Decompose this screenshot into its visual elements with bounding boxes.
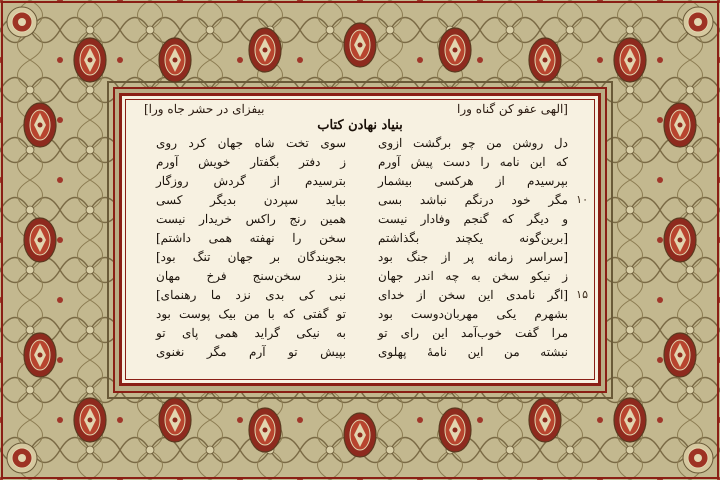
verse-line <box>122 210 598 229</box>
hemistich-left: سوی تخت شاه جهان کرد روی <box>156 136 346 150</box>
header-left-hemistich: بیفزای در حشر جاه ورا] <box>144 102 265 116</box>
hemistich-left: نبی کی بدی نزد ما رهنمای] <box>156 288 346 302</box>
hemistich-left: بباید سپردن بدیگر کسی <box>156 193 346 207</box>
hemistich-left: بترسیدم از گردش روزگار <box>156 174 346 188</box>
verse-block <box>122 134 598 383</box>
hemistich-right: [سراسر زمانه پر از جنگ بود <box>378 250 568 264</box>
hemistich-right: و دیگر که گنجم وفادار نیست <box>378 212 568 226</box>
verse-number-marker: ۱۵ <box>576 288 588 301</box>
verse-line <box>122 153 598 172</box>
hemistich-right: ز نیکو سخن به چه اندر جهان <box>378 269 568 283</box>
verse-line <box>122 267 598 286</box>
hemistich-right: نبشته من این نامهٔ پهلوی <box>378 345 568 359</box>
header-right-hemistich: [الهی عفو کن گناه ورا <box>457 102 568 116</box>
hemistich-right: مگر خود درنگم نباشد بسی <box>378 193 568 207</box>
verse-line <box>122 191 598 210</box>
verse-line <box>122 324 598 343</box>
verse-line <box>122 286 598 305</box>
verse-number-marker: ۱۰ <box>576 193 588 206</box>
hemistich-right: که این نامه را دست پیش آورم <box>378 155 568 169</box>
header-verse <box>122 102 598 118</box>
section-title: بنیاد نهادن کتاب <box>317 118 403 133</box>
verse-line <box>122 248 598 267</box>
verse-line <box>122 134 598 153</box>
verse-line <box>122 343 598 362</box>
hemistich-left: بپیش تو آرم مگر نغنوی <box>156 345 346 359</box>
hemistich-left: تو گفتی که با من بیک پوست بود <box>156 307 346 321</box>
verse-line <box>122 172 598 191</box>
hemistich-right: [اگر نامدی این سخن از خدای <box>378 288 568 302</box>
hemistich-left: به نیکی گراید همی پای تو <box>156 326 346 340</box>
hemistich-right: بشهرم یکی مهربان‌دوست بود <box>378 307 568 321</box>
verse-line <box>122 305 598 324</box>
hemistich-right: مرا گفت خوب‌آمد این رای تو <box>378 326 568 340</box>
verse-line <box>122 229 598 248</box>
hemistich-right: بپرسیدم از هرکسی بیشمار <box>378 174 568 188</box>
hemistich-right: دل روشن من چو برگشت ازوی <box>378 136 568 150</box>
text-panel <box>119 93 601 386</box>
hemistich-left: ز دفتر بگفتار خویش آورم <box>156 155 346 169</box>
hemistich-left: سخن را نهفته همی داشتم] <box>156 231 346 245</box>
hemistich-left: همین رنج راکس خریدار نیست <box>156 212 346 226</box>
hemistich-left: بجویندگان بر جهان تنگ بود] <box>156 250 346 264</box>
hemistich-left: بنزد سخن‌سنج فرخ مهان <box>156 269 346 283</box>
hemistich-right: [برین‌گونه یکچند بگذاشتم <box>378 231 568 245</box>
